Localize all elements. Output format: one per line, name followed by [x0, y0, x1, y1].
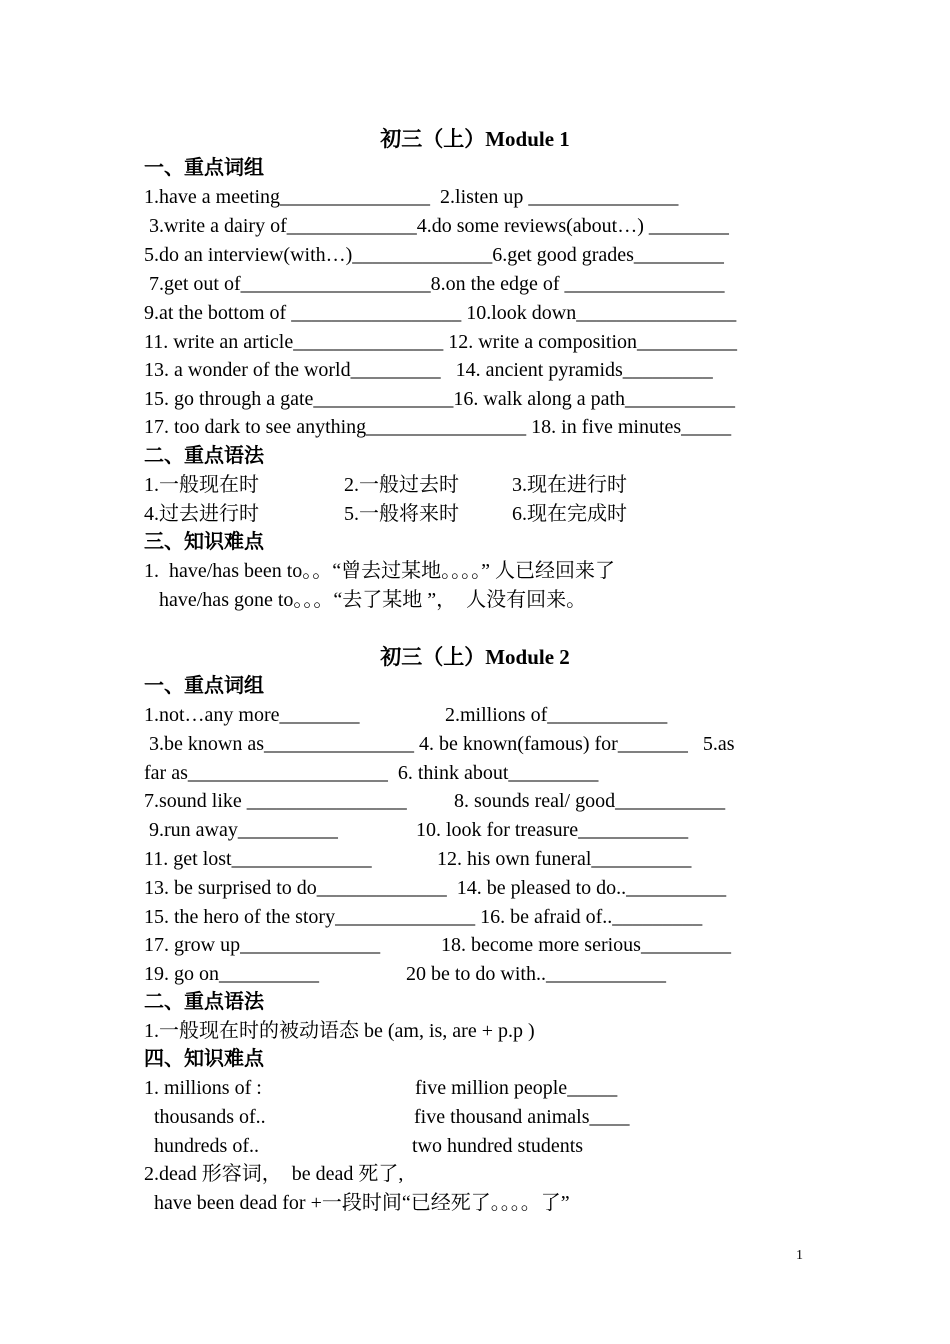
module2-phrase-row	[144, 787, 810, 816]
module1-phrase-line: 13. a wonder of the world_________ 14. ancient pyramids_________	[144, 359, 713, 381]
module2-phrase-line: 15. the hero of the story______________ 16. be afraid of.._________	[144, 906, 703, 928]
phrase-item: 11. get lost______________	[144, 848, 372, 870]
module2-section1-heading: 一、重点词组	[144, 675, 264, 697]
page-number: 1	[796, 1248, 803, 1263]
module2-knowledge-line: 2.dead 形容词， be dead 死了,	[144, 1163, 404, 1185]
grammar-item: 5.一般将来时	[344, 503, 459, 525]
phrase-item: 17. grow up______________	[144, 934, 381, 956]
phrase-item: 7.sound like ________________	[144, 790, 407, 812]
knowledge-item: five million people_____	[415, 1077, 618, 1099]
phrase-item: 19. go on__________	[144, 963, 319, 985]
module1-phrase-line: 17. too dark to see anything________________ 18. in five minutes_____	[144, 416, 732, 438]
module2-phrase-line: 13. be surprised to do_____________ 14. be pleased to do..__________	[144, 877, 727, 899]
module1-phrase-line: 3.write a dairy of_____________4.do some reviews(about…) ________	[144, 215, 729, 237]
grammar-item: 3.现在进行时	[512, 474, 627, 496]
phrase-item: 2.millions of____________	[445, 704, 668, 726]
grammar-item: 6.现在完成时	[512, 503, 627, 525]
phrase-item: 9.run away__________	[144, 819, 338, 841]
module2-phrase-row	[144, 931, 810, 960]
module1-grammar-row	[144, 500, 810, 529]
module1-section1-heading: 一、重点词组	[144, 157, 264, 179]
module2-knowledge-row	[144, 1074, 810, 1103]
module1-phrase-line: 11. write an article_______________ 12. write a composition__________	[144, 331, 738, 353]
module1-section2-heading: 二、重点语法	[144, 445, 264, 467]
phrase-item: 20 be to do with..____________	[406, 963, 666, 985]
module2-phrase-row	[144, 960, 810, 989]
module1-title: 初三（上）Module 1	[380, 127, 570, 151]
grammar-item: 1.一般现在时	[144, 474, 259, 496]
phrase-item: 10. look for treasure___________	[416, 819, 689, 841]
phrase-item: 12. his own funeral__________	[437, 848, 692, 870]
knowledge-item: thousands of..	[144, 1106, 266, 1128]
module2-knowledge-row	[144, 1103, 810, 1132]
module2-phrase-line: far as____________________ 6. think about_________	[144, 762, 599, 784]
knowledge-item: five thousand animals____	[414, 1106, 630, 1128]
module1-phrase-line: 7.get out of___________________8.on the edge of ________________	[144, 273, 725, 295]
module2-phrase-row	[144, 845, 810, 874]
module1-phrase-line: 1.have a meeting_______________ 2.listen up _______________	[144, 186, 679, 208]
phrase-item: 1.not…any more________	[144, 704, 360, 726]
grammar-item: 4.过去进行时	[144, 503, 259, 525]
module1-phrase-line: 5.do an interview(with…)______________6.get good grades_________	[144, 244, 724, 266]
module2-title: 初三（上）Module 2	[380, 645, 570, 669]
module1-section3-heading: 三、知识难点	[144, 531, 264, 553]
module1-phrase-line: 15. go through a gate______________16. walk along a path___________	[144, 388, 736, 410]
knowledge-item: 1. millions of :	[144, 1077, 262, 1099]
module2-phrase-row	[144, 701, 810, 730]
grammar-item: 2.一般过去时	[344, 474, 459, 496]
phrase-item: 8. sounds real/ good___________	[454, 790, 726, 812]
knowledge-item: two hundred students	[412, 1135, 584, 1157]
phrase-item: 18. become more serious_________	[441, 934, 731, 956]
knowledge-item: hundreds of..	[144, 1135, 259, 1157]
module1-grammar-row	[144, 471, 810, 500]
module1-knowledge-line: 1. have/has been to。。“曾去过某地。。。。” 人已经回来了	[144, 560, 616, 582]
module2-grammar-line: 1.一般现在时的被动语态 be (am, is, are + p.p )	[144, 1020, 535, 1042]
module2-phrase-line: 3.be known as_______________ 4. be known(famous) for_______ 5.as	[144, 733, 735, 755]
module2-knowledge-row	[144, 1132, 810, 1161]
module2-knowledge-line: have been dead for +一段时间“已经死了。。。。了”	[144, 1192, 570, 1214]
module1-knowledge-line: have/has gone to。。。“去了某地 ”， 人没有回来。	[144, 589, 587, 611]
module2-section4-heading: 四、知识难点	[144, 1048, 264, 1070]
module1-phrase-line: 9.at the bottom of _________________ 10.look down________________	[144, 302, 737, 324]
module2-section2-heading: 二、重点语法	[144, 991, 264, 1013]
module2-phrase-row	[144, 816, 810, 845]
